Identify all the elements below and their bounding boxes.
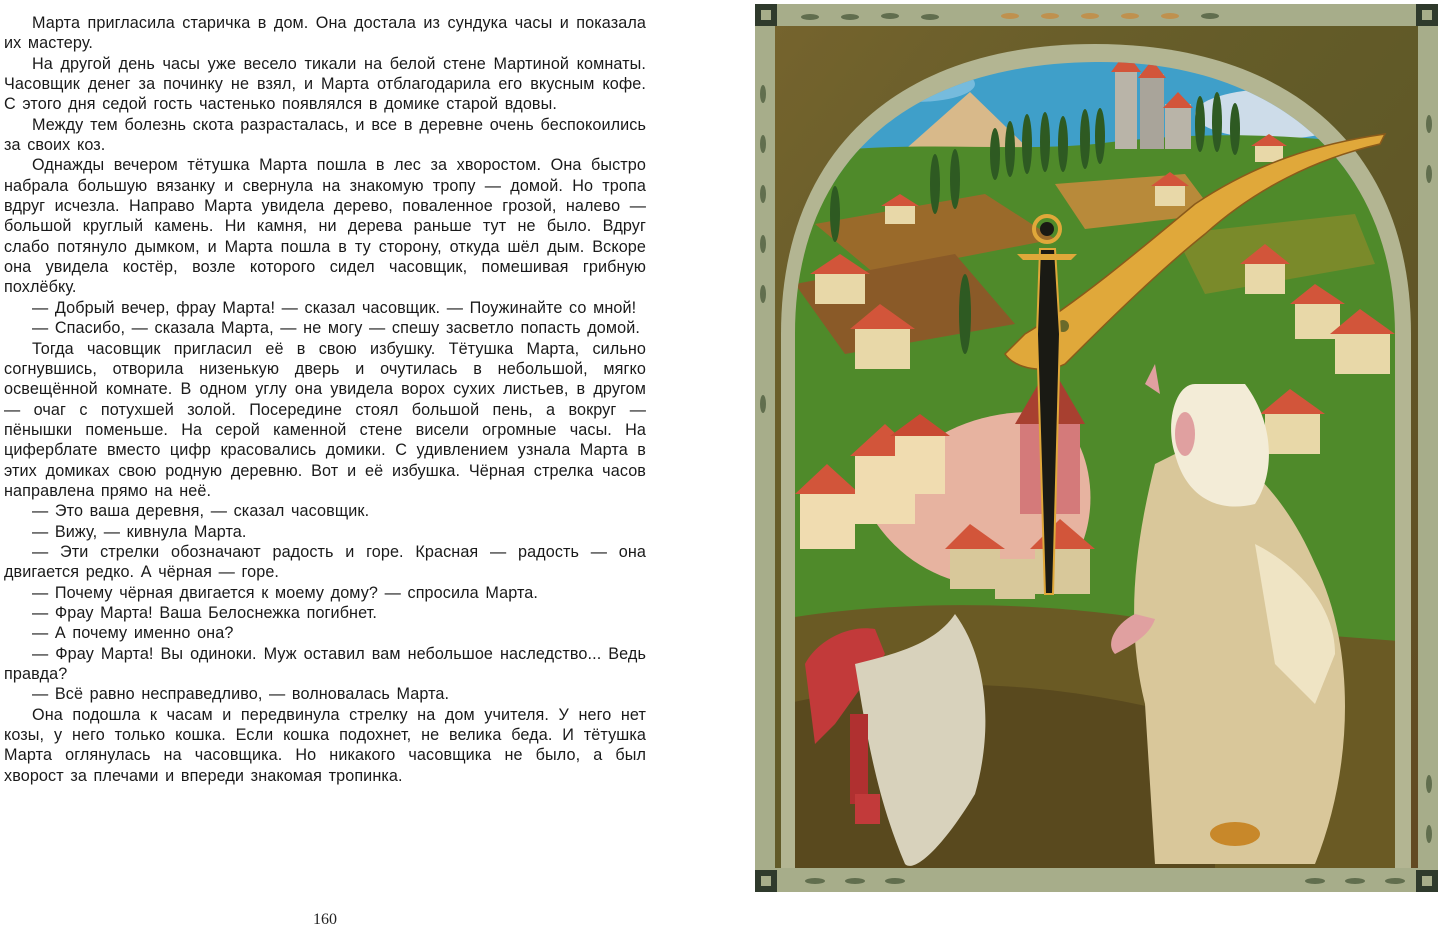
dialogue-line: — Всё равно несправедливо, — волновалась Марта. bbox=[32, 685, 450, 704]
page-number: 160 bbox=[313, 911, 337, 928]
dialogue-line: — Фрау Марта! Ваша Белоснежка погибнет. bbox=[32, 603, 377, 622]
dialogue-line: — А почему именно она? bbox=[32, 624, 234, 643]
dialogue-line: — Это ваша деревня, — сказал часовщик. bbox=[32, 502, 370, 521]
paragraph: Между тем болезнь скота разрасталась, и все в деревне очень беспокоились за своих коз. bbox=[4, 115, 646, 155]
dialogue-line: — Фрау Марта! Вы одиноки. Муж оставил вам небольшое наследство... Ведь правда? bbox=[4, 644, 646, 683]
paragraph: Марта пригласила старичка в дом. Она достала из сундука часы и показала их мастеру. bbox=[4, 14, 646, 53]
dialogue-line: — Спасибо, — сказала Марта, — не могу — спешу засветло попасть домой. bbox=[32, 319, 640, 338]
dialogue-line: — Эти стрелки обозначают радость и горе. Красная — радость — она двигается редко. А чёрная — горе. bbox=[4, 542, 646, 582]
paragraph: Тогда часовщик пригласил её в свою избушку. Тётушка Марта, сильно согнувшись, отворила низенькую дверь и очутилась в небольшой, мягко освещённой комнате. В одном углу она увидела ворох сухих листьев, в другом — очаг с потухшей золой. Посередине стоял большой пень, а вокруг — пёнышки поменьше. На серой каменной стене висели огромные часы. На циферблате вместо цифр красовались домики. С удивлением узнала Марта в этих домиках свою родную деревню. Вот и её избушка. Чёрная стрелка часов направлена прямо на неё. bbox=[4, 339, 646, 500]
dialogue-line: — Почему чёрная двигается к моему дому? — спросила Марта. bbox=[32, 583, 538, 602]
dialogue-line: — Вижу, — кивнула Марта. bbox=[32, 522, 247, 541]
dialogue-line: — Добрый вечер, фрау Марта! — сказал часовщик. — Поужинайте со мной! bbox=[32, 298, 637, 317]
paragraph: На другой день часы уже весело тикали на белой стене Мартиной комнаты. Часовщик денег за починку не взял, и Марта отблагодарила его вкусным кофе. С этого дня седой гость частенько появлялся в домике старой вдовы. bbox=[4, 54, 646, 114]
left-page-text bbox=[4, 13, 646, 786]
paragraph: Она подошла к часам и передвинула стрелку на дом учителя. У него нет козы, у него только кошка. Если кошка подохнет, не велика беда. И тётушка Марта оглянулась на часовщика. Но никакого часовщика не было, а был хворост за плечами и впереди знакомая тропинка. bbox=[4, 705, 646, 785]
paragraph: Однажды вечером тётушка Марта пошла в лес за хворостом. Она быстро набрала большую вязанку и свернула на знакомую тропу — домой. Но тропа вдруг исчезла. Направо Марта увидела дерево, поваленное грозой, налево — большой круглый камень. Ни камня, ни дерева раньше тут не было. Вдруг слабо потянуло дымком, и Марта пошла в ту сторону, откуда шёл дым. Вскоре она увидела костёр, возле которого сидел часовщик, помешивая грибную похлёбку. bbox=[4, 156, 646, 297]
illustration bbox=[755, 4, 1438, 892]
